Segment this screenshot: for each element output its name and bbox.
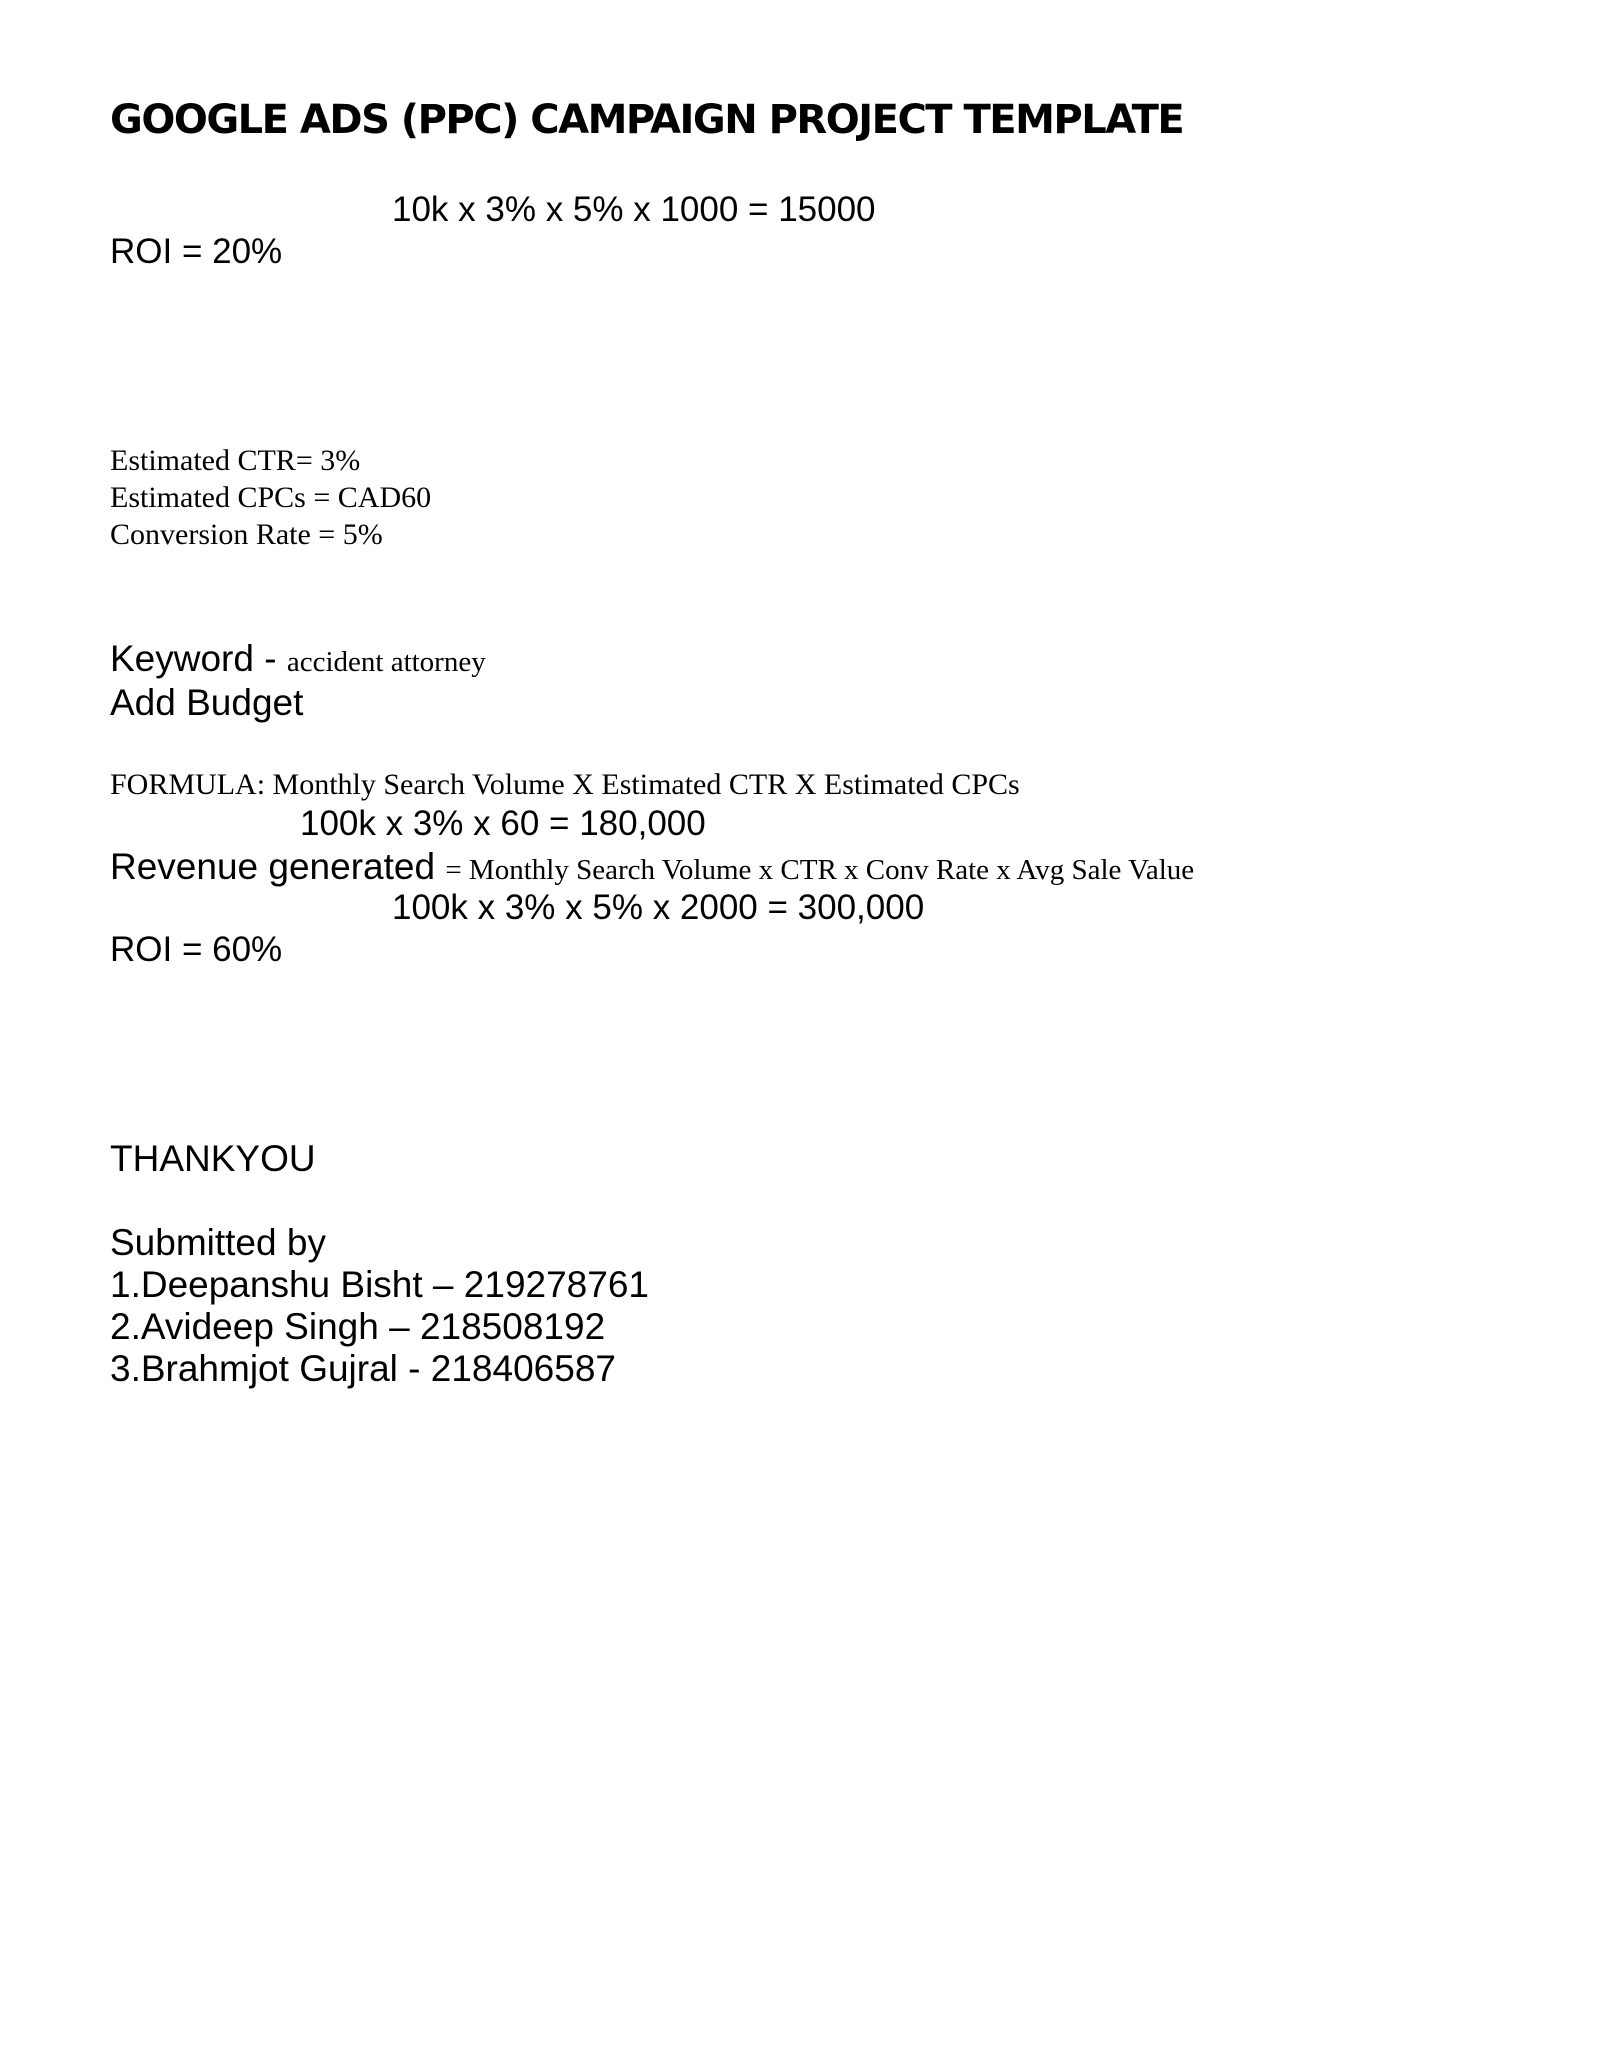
top-roi: ROI = 20% xyxy=(110,232,283,271)
estimated-cpcs: Estimated CPCs = CAD60 xyxy=(110,481,432,514)
keyword-value: accident attorney xyxy=(286,646,486,678)
revenue-calculation: 100k x 3% x 5% x 2000 = 300,000 xyxy=(392,888,925,927)
revenue-label: Revenue generated xyxy=(110,846,446,887)
team-member: 2.Avideep Singh – 218508192 xyxy=(110,1306,606,1347)
revenue-row xyxy=(110,848,1194,886)
revenue-formula: = Monthly Search Volume x CTR x Conv Rate x Avg Sale Value xyxy=(445,854,1195,886)
team-member: 3.Brahmjot Gujral - 218406587 xyxy=(110,1348,616,1389)
thank-you-text: THANKYOU xyxy=(110,1138,316,1179)
add-budget-heading: Add Budget xyxy=(110,682,304,723)
budget-formula: FORMULA: Monthly Search Volume X Estimated CTR X Estimated CPCs xyxy=(110,768,1020,801)
budget-calculation: 100k x 3% x 60 = 180,000 xyxy=(300,804,706,843)
team-member: 1.Deepanshu Bisht – 219278761 xyxy=(110,1264,649,1305)
keyword-label: Keyword - xyxy=(110,638,287,679)
bottom-roi: ROI = 60% xyxy=(110,930,283,969)
keyword-row xyxy=(110,640,486,678)
document-title: GOOGLE ADS (PPC) CAMPAIGN PROJECT TEMPLATE xyxy=(110,97,1184,143)
conversion-rate: Conversion Rate = 5% xyxy=(110,518,383,551)
top-calculation: 10k x 3% x 5% x 1000 = 15000 xyxy=(392,190,876,229)
estimated-ctr: Estimated CTR= 3% xyxy=(110,444,361,477)
submitted-by-heading: Submitted by xyxy=(110,1222,326,1263)
